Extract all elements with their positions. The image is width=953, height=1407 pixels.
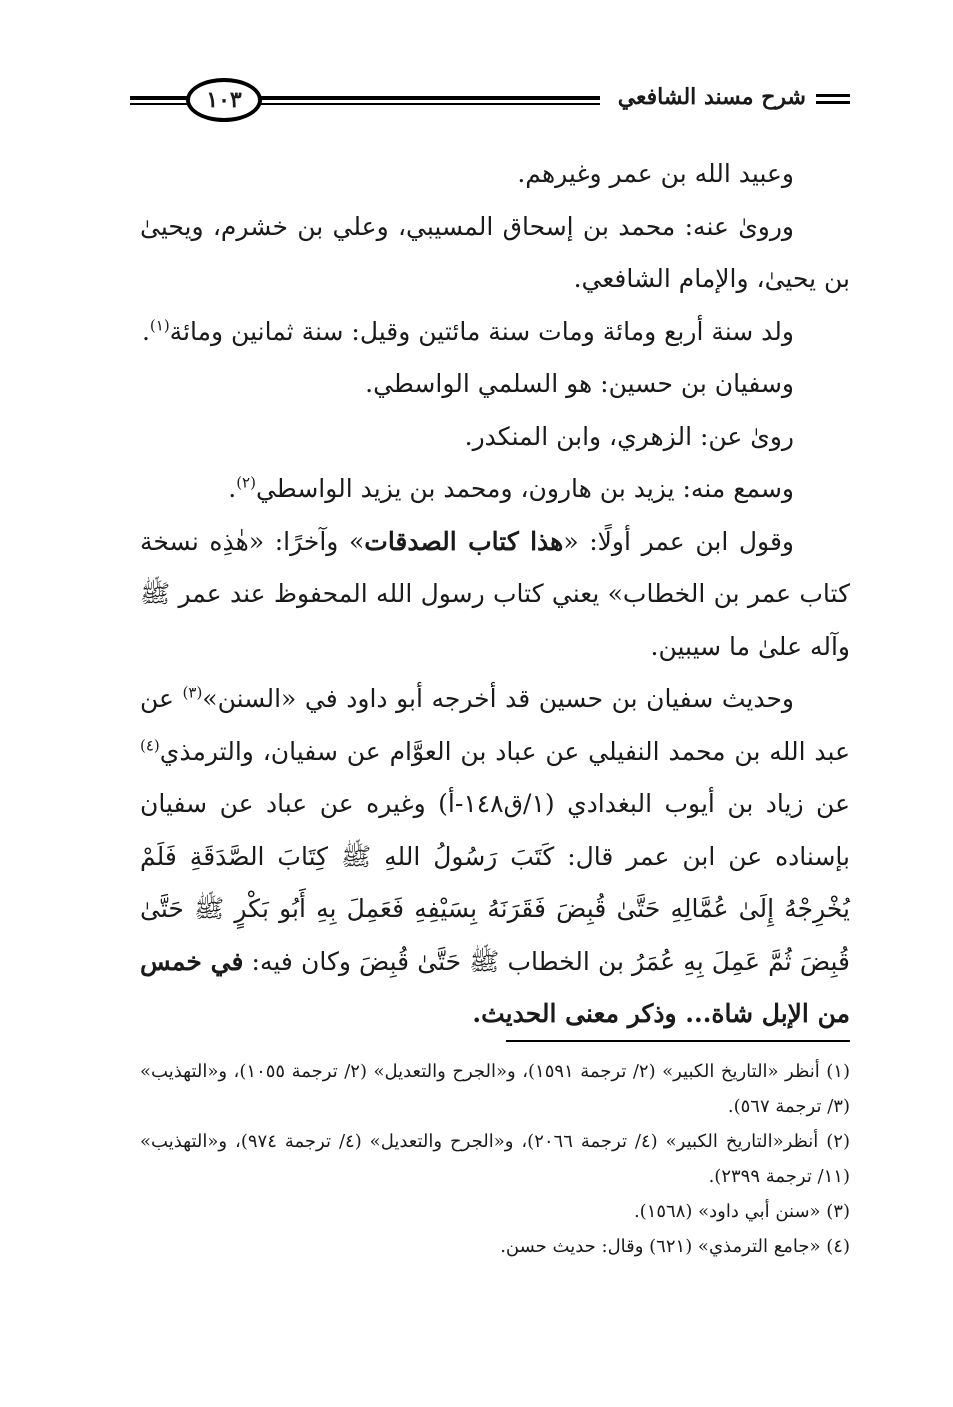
paragraph-8-chain: عن زياد بن أيوب البغدادي (١/ق١٤٨-أ) وغيره عن عباد عن سفيان بإسناده عن ابن عمر قال:: [140, 789, 850, 871]
footnote-ref-4[interactable]: (٤): [140, 736, 160, 755]
footnote-ref-2[interactable]: (٢): [236, 473, 256, 492]
footnote-ref-3[interactable]: (٣): [182, 683, 203, 702]
footnote-1: (١) أنظر «التاريخ الكبير» (٢/ ترجمة ١٥٩١)، و«الجرح والتعديل» (٢/ ترجمة ١٠٥٥)، و«التهذيب» (٣/ ترجمة ٥٦٧).: [140, 1061, 850, 1117]
paragraph-1: وعبيد الله بن عمر وغيرهم.: [517, 159, 794, 188]
paragraph-6-text: وسمع منه: يزيد بن هارون، ومحمد بن يزيد الواسطي: [255, 474, 794, 503]
paragraph-8-start: وحديث سفيان بن حسين قد أخرجه أبو داود في «السنن»: [202, 684, 794, 713]
paragraph-7-start: وقول ابن عمر أولًا: «: [563, 526, 794, 556]
page-header: [130, 72, 850, 134]
footnotes: [140, 1054, 850, 1264]
paragraph-7-bold: هذا كتاب الصدقات: [364, 526, 564, 556]
title-ornament: [816, 94, 850, 108]
paragraph-3-text: ولد سنة أربع ومائة ومات سنة مائتين وقيل: سنة ثمانين ومائة: [169, 316, 794, 346]
running-title: شرح مسند الشافعي: [612, 84, 812, 110]
paragraph-3: [140, 306, 850, 359]
footnote-separator: [506, 1040, 850, 1042]
paragraph-7: [140, 516, 850, 674]
paragraph-8: [140, 673, 850, 1041]
hadith-quote: كَتَبَ رَسُولُ اللهِ ﷺ كِتَابَ الصَّدَقَةِ فَلَمْ يُخْرِجْهُ إِلَىٰ عُمَّالِهِ حَتَّىٰ قُبِضَ فَقَرَنَهُ بِسَيْفِهِ فَعَمِلَ بِهِ أَبُو بَكْرٍ ﷺ حَتَّىٰ قُبِضَ ثُمَّ عَمِلَ بِهِ عُمَرُ بن الخطاب ﷺ حَتَّىٰ قُبِضَ: [140, 841, 850, 976]
footnote-ref-1[interactable]: (١): [149, 316, 170, 335]
paragraph-8-mid: عن عبد الله بن محمد النفيلي عن عباد بن العوَّام عن سفيان، والترمذي: [140, 684, 850, 766]
paragraph-4: وسفيان بن حسين: هو السلمي الواسطي.: [365, 369, 794, 398]
paragraph-5: روىٰ عن: الزهري، وابن المنكدر.: [464, 421, 794, 451]
paragraph-6: [140, 463, 850, 516]
main-text: [140, 148, 850, 1041]
paragraph-8-cont: وكان فيه:: [243, 946, 360, 976]
header-rule-left: [130, 96, 192, 108]
paragraph-3-end: .: [141, 316, 150, 346]
page-number: [186, 78, 262, 122]
footnote-4: (٤) «جامع الترمذي» (٦٢١) وقال: حديث حسن.: [500, 1236, 850, 1257]
paragraph-7-rest: » وآخرًا: «هٰذِه نسخة كتاب عمر بن الخطاب» يعني كتاب رسول الله المحفوظ عند عمر ﷺ وآله علىٰ ما سيبين.: [140, 526, 850, 661]
paragraph-6-end: .: [228, 474, 237, 503]
page-number-text: ١٠٣: [206, 87, 242, 113]
footnote-2: (٢) أنظر«التاريخ الكبير» (٤/ ترجمة ٢٠٦٦)، و«الجرح والتعديل» (٤/ ترجمة ٩٧٤)، و«التهذيب» (١١/ ترجمة ٢٣٩٩).: [140, 1131, 850, 1187]
footnote-3: (٣) «سنن أبي داود» (١٥٦٨).: [633, 1201, 850, 1222]
paragraph-2: وروىٰ عنه: محمد بن إسحاق المسيبي، وعلي بن خشرم، ويحيىٰ بن يحيىٰ، والإمام الشافعي.: [140, 211, 850, 293]
paragraph-8-bold: في خمس من الإبل شاة... وذكر معنى الحديث.: [140, 946, 850, 1028]
header-rule: [258, 96, 600, 108]
